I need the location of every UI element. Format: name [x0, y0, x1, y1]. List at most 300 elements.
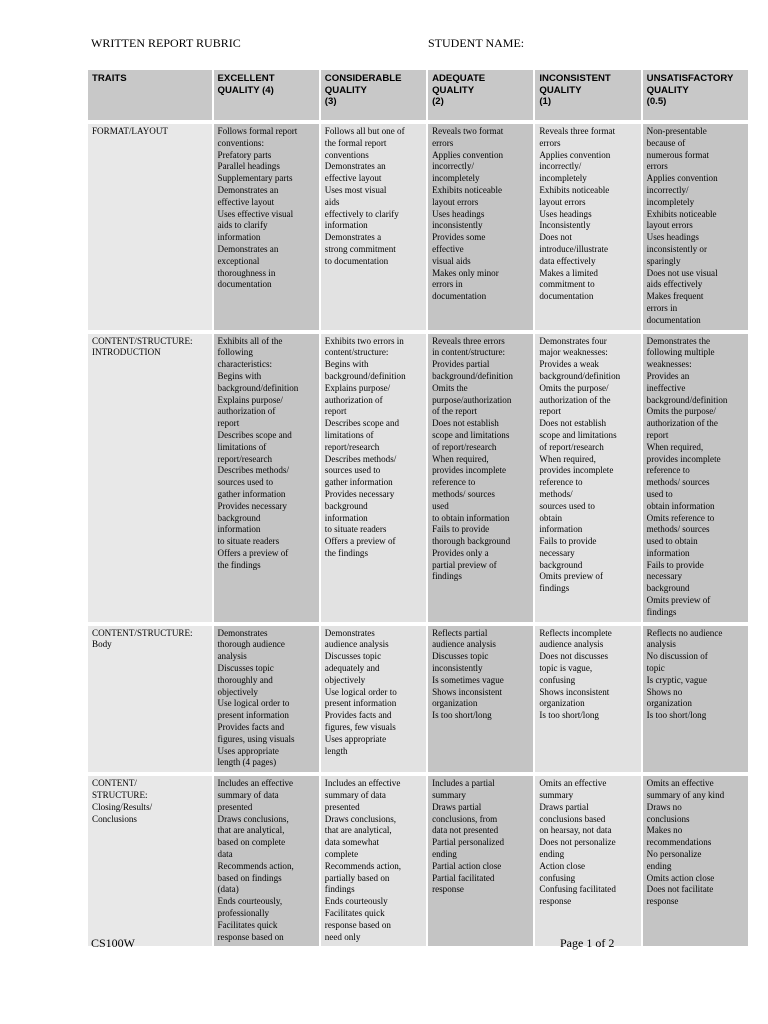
- cell-line: Reflects incomplete: [539, 627, 612, 638]
- cell-line: audience analysis: [432, 639, 496, 650]
- cell-line: Describes scope and: [324, 418, 400, 429]
- cell-line: Parallel headings: [217, 161, 280, 172]
- cell-line: errors: [432, 137, 454, 148]
- cell-line: Shows no: [646, 686, 683, 697]
- criteria-cell-inconsistent: [535, 626, 640, 777]
- cell-line: following: [217, 347, 253, 358]
- cell-line: data somewhat: [324, 837, 380, 848]
- cell-line: Uses headings: [539, 208, 592, 219]
- cell-line: Uses effective visual: [217, 208, 294, 219]
- cell-line: Closing/Results/: [92, 801, 153, 812]
- cell-line: When required,: [432, 453, 489, 464]
- cell-line: inconsistently: [432, 220, 483, 231]
- cell-line: Is too short/long: [646, 710, 707, 721]
- cell-line: of report/research: [432, 441, 497, 452]
- cell-line: professionally: [217, 908, 270, 918]
- cell-line: Is cryptic, vague: [646, 674, 707, 685]
- cell-line: Non-presentable: [646, 126, 707, 136]
- cell-line: INTRODUCTION: [92, 347, 161, 358]
- cell-line: information: [324, 512, 368, 523]
- cell-line: thoroughness in: [217, 267, 276, 278]
- cell-line: sources used to: [539, 500, 595, 511]
- criteria-cell-unsatisfactory: [643, 776, 748, 950]
- cell-line: summary: [432, 790, 466, 801]
- cell-line: Provides necessary: [217, 500, 287, 511]
- cell-line: Makes only minor: [432, 267, 499, 278]
- cell-line: Provides necessary: [324, 488, 395, 499]
- cell-line: Fails to provide: [539, 536, 597, 547]
- criteria-cell-considerable: [321, 334, 426, 626]
- cell-line: Draws partial: [539, 801, 589, 812]
- criteria-cell-unsatisfactory: [643, 626, 748, 777]
- criteria-cell-inconsistent: [535, 124, 640, 334]
- cell-line: Recommends action,: [217, 860, 294, 871]
- criteria-cell-inconsistent: [535, 334, 640, 626]
- cell-line: STRUCTURE:: [92, 790, 148, 801]
- cell-line: Action close: [539, 860, 586, 871]
- cell-line: information: [646, 547, 690, 558]
- cell-line: sources used to: [324, 465, 381, 476]
- cell-line: QUALITY: [432, 84, 475, 96]
- cell-line: organization: [539, 698, 585, 709]
- cell-line: Provides some: [432, 232, 486, 243]
- cell-line: Shows inconsistent: [539, 686, 610, 697]
- cell-line: figures, few visuals: [324, 722, 396, 733]
- cell-line: ADEQUATE: [432, 73, 486, 84]
- cell-line: used to: [646, 488, 673, 499]
- cell-line: conventions: [324, 149, 369, 160]
- cell-line: errors: [539, 137, 561, 148]
- cell-line: to documentation: [324, 255, 389, 266]
- cell-line: characteristics:: [217, 359, 273, 370]
- cell-line: Does not facilitate: [646, 884, 714, 895]
- cell-line: Uses appropriate: [217, 745, 279, 756]
- cell-line: Follows all but one of: [324, 126, 405, 136]
- cell-line: authorization of: [324, 394, 383, 405]
- cell-line: EXCELLENT: [217, 73, 275, 84]
- cell-line: the findings: [217, 559, 261, 570]
- trait-label: [88, 124, 212, 334]
- cell-line: to situate readers: [217, 536, 280, 547]
- cell-line: Describes methods/: [217, 465, 289, 476]
- cell-line: errors in: [432, 279, 463, 290]
- cell-line: Does not personalize: [539, 837, 616, 848]
- cell-line: QUALITY: [324, 84, 367, 96]
- cell-line: UNSATISFACTORY: [646, 73, 734, 84]
- cell-line: findings: [539, 583, 570, 594]
- cell-line: background: [217, 512, 261, 523]
- cell-line: Reflects no audience: [646, 627, 723, 638]
- cell-line: Partial action close: [432, 860, 502, 871]
- cell-line: used: [432, 500, 449, 511]
- cell-line: Facilitates quick: [324, 908, 385, 918]
- cell-line: limitations of: [324, 429, 374, 440]
- course-code: CS100W: [91, 936, 136, 950]
- cell-line: Demonstrates a: [324, 232, 382, 243]
- cell-line: audience analysis: [324, 639, 389, 650]
- cell-line: Discusses topic: [432, 651, 489, 662]
- cell-line: Ends courteously: [324, 896, 388, 907]
- cell-line: provides incomplete: [646, 453, 721, 464]
- cell-line: scope and limitations: [432, 429, 510, 440]
- cell-line: background/definition: [324, 370, 406, 381]
- cell-line: provides incomplete: [539, 465, 614, 476]
- criteria-cell-excellent: [214, 334, 319, 626]
- cell-line: ending: [646, 860, 672, 871]
- rubric-row: [88, 626, 748, 777]
- cell-line: report/research: [217, 453, 273, 464]
- cell-line: numerous format: [646, 149, 710, 160]
- column-header-considerable: [321, 70, 426, 124]
- cell-line: Follows formal report: [217, 126, 298, 136]
- cell-line: aids: [324, 196, 340, 207]
- cell-line: Is sometimes vague: [432, 674, 504, 685]
- cell-line: No personalize: [646, 849, 702, 860]
- cell-line: summary of data: [217, 790, 279, 801]
- cell-line: ineffective: [646, 382, 686, 393]
- cell-line: report: [324, 406, 347, 417]
- column-header-adequate: [428, 70, 533, 124]
- cell-line: the formal report: [324, 137, 387, 148]
- cell-line: used to obtain: [646, 536, 698, 547]
- cell-line: INCONSISTENT: [539, 73, 611, 84]
- cell-line: Reflects partial: [432, 627, 488, 638]
- cell-line: report/research: [324, 441, 380, 452]
- cell-line: ending: [432, 849, 457, 860]
- cell-line: summary: [539, 790, 574, 801]
- cell-line: data not presented: [432, 825, 499, 836]
- cell-line: following multiple: [646, 347, 715, 358]
- criteria-cell-adequate: [428, 626, 533, 777]
- cell-line: Demonstrates four: [539, 335, 607, 346]
- cell-line: Omits the purpose/: [539, 382, 609, 393]
- cell-line: (0.5): [646, 96, 667, 107]
- cell-line: Omits preview of: [646, 595, 711, 606]
- cell-line: (3): [324, 96, 337, 107]
- cell-line: Uses appropriate: [324, 733, 387, 744]
- cell-line: because of: [646, 137, 686, 148]
- cell-line: gather information: [217, 488, 286, 499]
- cell-line: report: [539, 406, 562, 417]
- cell-line: need only: [324, 931, 361, 942]
- cell-line: findings: [432, 571, 462, 582]
- cell-line: Omits an effective: [646, 778, 714, 789]
- cell-line: Does not establish: [539, 418, 607, 429]
- cell-line: CONTENT/STRUCTURE:: [92, 627, 193, 638]
- cell-line: information: [217, 232, 261, 243]
- cell-line: exceptional: [217, 255, 260, 266]
- cell-line: Exhibits noticeable: [432, 184, 503, 195]
- cell-line: sources used to: [217, 477, 274, 488]
- trait-label: [88, 776, 212, 950]
- cell-line: incompletely: [539, 173, 587, 184]
- cell-line: conventions:: [217, 137, 264, 148]
- cell-line: Body: [92, 639, 112, 650]
- cell-line: effective: [432, 243, 464, 254]
- cell-line: limitations of: [217, 441, 267, 452]
- cell-line: Fails to provide: [646, 559, 704, 570]
- cell-line: documentation: [432, 291, 487, 302]
- cell-line: incorrectly/: [539, 161, 582, 172]
- cell-line: objectively: [217, 686, 258, 697]
- cell-line: confusing: [539, 872, 576, 883]
- cell-line: authorization of the: [539, 394, 611, 405]
- cell-line: conclusions, from: [432, 813, 498, 824]
- cell-line: report: [646, 429, 669, 440]
- cell-line: aids effectively: [646, 279, 703, 290]
- cell-line: CONTENT/: [92, 778, 137, 789]
- cell-line: response based on: [217, 931, 284, 942]
- cell-line: Supplementary parts: [217, 173, 293, 184]
- column-header-unsatisfactory: [643, 70, 748, 124]
- cell-line: thoroughly and: [217, 674, 273, 685]
- cell-line: effective layout: [217, 196, 275, 207]
- cell-line: data effectively: [539, 255, 596, 266]
- cell-line: FORMAT/LAYOUT: [92, 126, 168, 136]
- cell-line: scope and limitations: [539, 429, 617, 440]
- cell-line: Applies convention: [646, 173, 718, 184]
- cell-line: Use logical order to: [217, 698, 290, 709]
- rubric-table: [86, 70, 750, 950]
- cell-line: background: [539, 559, 583, 570]
- cell-line: methods/ sources: [646, 524, 710, 535]
- cell-line: Omits the: [432, 382, 468, 393]
- cell-line: background/definition: [539, 370, 621, 381]
- cell-line: Fails to provide: [432, 524, 490, 535]
- cell-line: background/definition: [432, 370, 513, 381]
- cell-line: Reveals three format: [539, 126, 616, 136]
- cell-line: presented: [217, 801, 253, 812]
- cell-line: weaknesses:: [646, 359, 692, 370]
- cell-line: Recommends action,: [324, 860, 402, 871]
- cell-line: audience analysis: [539, 639, 604, 650]
- cell-line: Explains purpose/: [217, 394, 283, 405]
- cell-line: authorization of: [217, 406, 276, 417]
- cell-line: Omits preview of: [539, 571, 604, 582]
- cell-line: Exhibits all of the: [217, 335, 283, 346]
- trait-label: [88, 626, 212, 777]
- cell-line: incompletely: [432, 173, 480, 184]
- cell-line: response: [432, 884, 464, 895]
- cell-line: based on findings: [217, 872, 282, 883]
- cell-line: layout errors: [646, 220, 693, 231]
- cell-line: Provides facts and: [217, 722, 285, 733]
- cell-line: Omits action close: [646, 872, 715, 883]
- cell-line: summary of data: [324, 790, 386, 801]
- cell-line: topic is vague,: [539, 663, 593, 674]
- cell-line: Describes methods/: [324, 453, 397, 464]
- cell-line: authorization of the: [646, 418, 718, 429]
- cell-line: reference to: [539, 477, 583, 488]
- student-name-label: STUDENT NAME:: [428, 36, 525, 50]
- cell-line: methods/: [539, 488, 573, 499]
- cell-line: Ends courteously,: [217, 896, 283, 907]
- cell-line: Exhibits noticeable: [646, 208, 717, 219]
- cell-line: No discussion of: [646, 651, 708, 662]
- cell-line: documentation: [217, 279, 272, 290]
- cell-line: Provides partial: [432, 359, 490, 370]
- cell-line: purpose/authorization: [432, 394, 512, 405]
- cell-line: CONTENT/STRUCTURE:: [92, 335, 193, 346]
- cell-line: QUALITY: [646, 84, 689, 96]
- cell-line: on hearsay, not data: [539, 825, 612, 836]
- cell-line: introduce/illustrate: [539, 243, 609, 254]
- cell-line: figures, using visuals: [217, 733, 295, 744]
- column-header-inconsistent: [535, 70, 640, 124]
- cell-line: Is too short/long: [432, 710, 492, 721]
- criteria-cell-unsatisfactory: [643, 124, 748, 334]
- criteria-cell-unsatisfactory: [643, 334, 748, 626]
- cell-line: provides incomplete: [432, 465, 507, 476]
- cell-line: When required,: [646, 441, 704, 452]
- cell-line: Demonstrates an: [324, 161, 386, 172]
- criteria-cell-adequate: [428, 776, 533, 950]
- criteria-cell-considerable: [321, 626, 426, 777]
- cell-line: Exhibits noticeable: [539, 184, 610, 195]
- cell-line: obtain information: [646, 500, 715, 511]
- cell-line: background: [324, 500, 368, 511]
- cell-line: When required,: [539, 453, 596, 464]
- cell-line: effective layout: [324, 173, 382, 184]
- cell-line: major weaknesses:: [539, 347, 608, 358]
- criteria-cell-inconsistent: [535, 776, 640, 950]
- cell-line: analysis: [646, 639, 676, 650]
- cell-line: Demonstrates the: [646, 335, 711, 346]
- cell-line: Uses most visual: [324, 184, 387, 195]
- cell-line: Draws conclusions,: [324, 813, 397, 824]
- cell-line: Shows inconsistent: [432, 686, 503, 697]
- cell-line: Confusing facilitated: [539, 884, 616, 895]
- document-title: WRITTEN REPORT RUBRIC: [91, 36, 241, 50]
- cell-line: based on complete: [217, 837, 286, 848]
- cell-line: Inconsistently: [539, 220, 591, 231]
- cell-line: obtain: [539, 512, 563, 523]
- cell-line: Draws no: [646, 801, 682, 812]
- cell-line: Does not establish: [432, 418, 499, 429]
- cell-line: Use logical order to: [324, 686, 397, 697]
- cell-line: Makes a limited: [539, 267, 598, 278]
- cell-line: in content/structure:: [432, 347, 506, 358]
- cell-line: Omits reference to: [646, 512, 715, 523]
- cell-line: Does not use visual: [646, 267, 718, 278]
- cell-line: Makes frequent: [646, 291, 704, 302]
- cell-line: gather information: [324, 477, 393, 488]
- cell-line: of report/research: [539, 441, 604, 452]
- cell-line: Includes an effective: [324, 778, 401, 789]
- cell-line: (2): [432, 96, 444, 107]
- cell-line: Reveals three errors: [432, 335, 505, 346]
- cell-line: to situate readers: [324, 524, 387, 535]
- rubric-row: [88, 124, 748, 334]
- cell-line: background/definition: [217, 382, 299, 393]
- trait-label: [88, 334, 212, 626]
- cell-line: background/definition: [646, 394, 728, 405]
- cell-line: Provides only a: [432, 547, 489, 558]
- cell-line: Offers a preview of: [217, 547, 289, 558]
- cell-line: incompletely: [646, 196, 695, 207]
- header-row: [88, 70, 748, 124]
- cell-line: Demonstrates an: [217, 243, 279, 254]
- cell-line: present information: [217, 710, 289, 721]
- cell-line: effectively to clarify: [324, 208, 399, 219]
- cell-line: Does not: [539, 232, 572, 243]
- cell-line: sparingly: [646, 255, 681, 266]
- cell-line: Partial personalized: [432, 837, 505, 848]
- cell-line: Uses headings: [646, 232, 699, 243]
- rubric-row: [88, 334, 748, 626]
- cell-line: that are analytical,: [324, 825, 392, 836]
- column-header-traits: [88, 70, 212, 124]
- cell-line: Describes scope and: [217, 429, 292, 440]
- cell-line: information: [217, 524, 261, 535]
- cell-line: information: [539, 524, 583, 535]
- cell-line: Discusses topic: [217, 663, 274, 674]
- cell-line: Omits the purpose/: [646, 406, 716, 417]
- cell-line: content/structure:: [324, 347, 389, 358]
- cell-line: layout errors: [539, 196, 586, 207]
- cell-line: Does not discusses: [539, 651, 609, 662]
- cell-line: commitment to: [539, 279, 595, 290]
- cell-line: Uses headings: [432, 208, 485, 219]
- cell-line: Discusses topic: [324, 651, 382, 662]
- cell-line: Is too short/long: [539, 710, 599, 721]
- cell-line: conclusions based: [539, 813, 606, 824]
- cell-line: QUALITY (4): [217, 84, 274, 96]
- cell-line: ending: [539, 849, 565, 860]
- cell-line: inconsistently or: [646, 243, 708, 254]
- cell-line: background: [646, 583, 690, 594]
- cell-line: response: [646, 896, 679, 907]
- cell-line: reference to: [646, 465, 690, 476]
- cell-line: (1): [539, 96, 552, 107]
- cell-line: findings: [324, 884, 355, 895]
- cell-line: length (4 pages): [217, 757, 277, 768]
- cell-line: confusing: [539, 674, 576, 685]
- cell-line: thorough background: [432, 536, 511, 547]
- cell-line: incorrectly/: [432, 161, 474, 172]
- cell-line: Facilitates quick: [217, 919, 278, 930]
- cell-line: length: [324, 745, 348, 756]
- page-number: Page 1 of 2: [560, 936, 615, 950]
- cell-line: organization: [432, 698, 478, 709]
- cell-line: Begins with: [217, 370, 262, 381]
- cell-line: organization: [646, 698, 692, 709]
- cell-line: TRAITS: [92, 73, 127, 84]
- cell-line: Offers a preview of: [324, 536, 396, 547]
- cell-line: aids to clarify: [217, 220, 268, 231]
- cell-line: necessary: [539, 547, 575, 558]
- cell-line: Makes no: [646, 825, 683, 836]
- cell-line: findings: [646, 606, 677, 617]
- criteria-cell-excellent: [214, 776, 319, 950]
- cell-line: methods/ sources: [646, 477, 710, 488]
- cell-line: documentation: [539, 291, 594, 302]
- cell-line: Draws partial: [432, 801, 482, 812]
- cell-line: the findings: [324, 547, 368, 558]
- cell-line: complete: [324, 849, 359, 860]
- cell-line: thorough audience: [217, 639, 285, 650]
- cell-line: Demonstrates: [324, 627, 375, 638]
- criteria-cell-adequate: [428, 124, 533, 334]
- cell-line: summary of any kind: [646, 790, 725, 801]
- cell-line: Exhibits two errors in: [324, 335, 404, 346]
- cell-line: topic: [646, 663, 665, 674]
- cell-line: Draws conclusions,: [217, 813, 289, 824]
- cell-line: report: [217, 418, 240, 429]
- cell-line: Provides facts and: [324, 710, 392, 721]
- cell-line: Omits an effective: [539, 778, 607, 789]
- cell-line: to obtain information: [432, 512, 510, 523]
